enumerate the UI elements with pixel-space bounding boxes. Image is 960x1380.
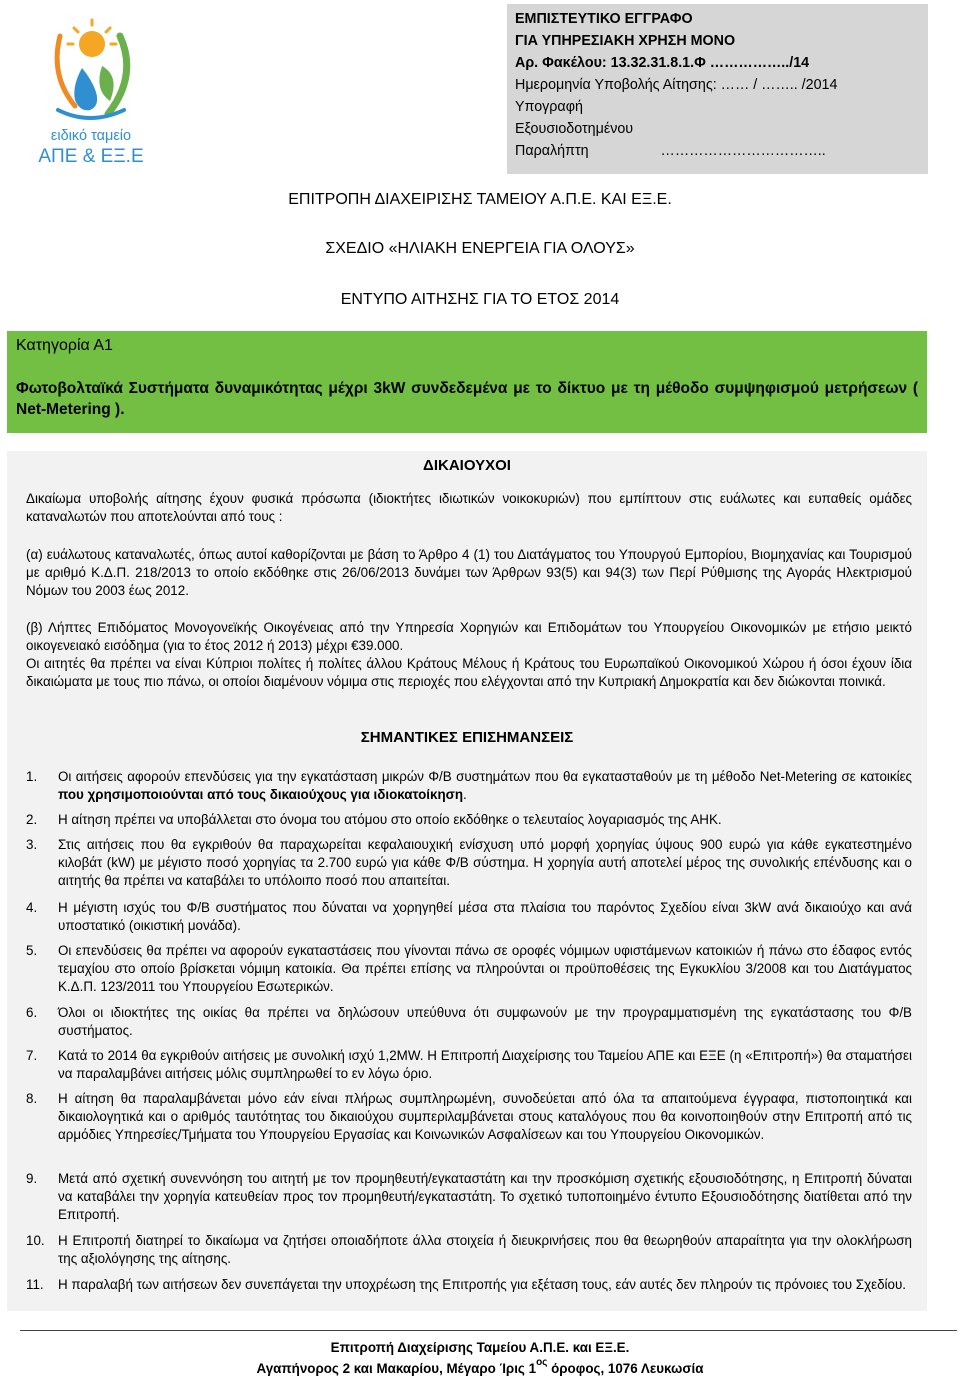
note-text: Η μέγιστη ισχύς του Φ/Β συστήματος που δύναται να χορηγηθεί μέσα στα πλαίσια του παρόντος Σχεδίου είναι 3kW ανά δικαιούχο και ανά υποστατικό (οικιστική μονάδα). <box>58 900 912 933</box>
note-text: Όλοι οι ιδιοκτήτες της οικίας θα πρέπει να δηλώσουν υπεύθυνα ότι συμφωνούν με την προγραμματισμένη της εγκατάστασης του Φ/Β συστήματος. <box>58 1005 912 1038</box>
note-number: 9. <box>26 1171 38 1186</box>
note-text: Η αίτηση πρέπει να υποβάλλεται στο όνομα του ατόμου στο οποίο εκδόθηκε ο τελευταίος λογαριασμός της ΑΗΚ. <box>58 812 722 827</box>
notes-heading: ΣΗΜΑΝΤΙΚΕΣ ΕΠΙΣΗΜΑΝΣΕΙΣ <box>360 729 574 746</box>
category-box <box>7 331 927 433</box>
note-number: 5. <box>26 943 38 958</box>
note-text: Η αίτηση θα παραλαμβάνεται μόνο εάν είναι πλήρως συμπληρωμένη, συνοδεύεται από όλα τα απαιτούμενα έγγραφα, πιστοποιητικά και δικαιολογητικά και ο αριθμός ταυτότητας του δικαιούχου συμπεριλαμβάνεται στους καταλόγους που θα κοινοποιηθούν στην Επιτροπή από τις αρμόδιες Υπηρεσίες/Τμήματα του Υπουργείου Εργασίας και Κοινωνικών Ασφαλίσεων και του Υπουργείου Οικονομικών. <box>58 1091 912 1142</box>
recipient-dots: …………………………….. <box>660 143 826 159</box>
note-text: Η παραλαβή των αιτήσεων δεν συνεπάγεται την υποχρέωση της Επιτροπής για εξέταση τους, εάν αυτές δεν πληρούν τις πρόνοιες του Σχεδίου. <box>58 1277 906 1292</box>
footer-organization: Επιτροπή Διαχείρισης Ταμείου Α.Π.Ε. και ΕΞ.Ε. <box>330 1340 630 1355</box>
beneficiaries-citizenship: Οι αιτητές θα πρέπει να είναι Κύπριοι πολίτες ή πολίτες άλλου Κράτους Μέλους ή Κράτους του Ευρωπαϊκού Οικονομικού Χώρου ή όσοι έχουν ίδια δικαιώματα με τους πιο πάνω, οι οποίοι διαμένουν νόμιμα στις περιοχές που ελέγχονται από την Κυπριακή Δημοκρατία και δεν διώκονται ποινικά. <box>26 656 912 689</box>
confidential-title: ΕΜΠΙΣΤΕΥΤΙΚΟ ΕΓΓΡΑΦΟ <box>515 11 693 27</box>
beneficiaries-point-a: (α) ευάλωτους καταναλωτές, όπως αυτοί καθορίζονται με βάση το Άρθρο 4 (1) του Διατάγματος του Υπουργού Εμπορίου, Βιομηχανίας και Τουρισμού με αριθμό Κ.Δ.Π. 218/2013 το οποίο εκδόθηκε στις 26/06/2013 δυνάμει των Άρθρων 93(5) και 94(3) των Περί Ρύθμισης της Αγοράς Ηλεκτρισμού Νόμων του 2003 έως 2012. <box>26 547 912 598</box>
official-use-box <box>507 4 928 174</box>
note-text: Η Επιτροπή διατηρεί το δικαίωμα να ζητήσει οποιαδήποτε άλλα στοιχεία ή διευκρινήσεις που θα θεωρηθούν απαραίτητα για την ολοκλήρωση της αξιολόγησης της αίτησης. <box>58 1233 912 1266</box>
note-number: 7. <box>26 1048 38 1063</box>
category-label: Κατηγορία Α1 <box>16 337 113 354</box>
note-text: Οι επενδύσεις θα πρέπει να αφορούν εγκαταστάσεις που γίνονται πάνω σε οροφές νόμιμων υφιστάμενων κατοικιών ή πάνω στο έδαφος εντός τεμαχίου στο οποίο βρίσκεται νόμιμη κατοικία. Θα πρέπει επίσης να πληρούνται οι προϋποθέσεις της Εγκυκλίου 3/2008 και του Διατάγματος Κ.Δ.Π. 123/2011 του Υπουργείου Εσωτερικών. <box>58 943 912 994</box>
signature-label: Υπογραφή <box>515 99 583 115</box>
form-title: ΕΝΤΥΠΟ ΑΙΤΗΣΗΣ ΓΙΑ ΤΟ ΕΤΟΣ 2014 <box>340 291 620 308</box>
note-number: 2. <box>26 812 38 827</box>
note-number: 3. <box>26 837 38 852</box>
note-number: 4. <box>26 900 38 915</box>
note-text: Οι αιτήσεις αφορούν επενδύσεις για την εγκατάσταση μικρών Φ/Β συστημάτων που θα εγκατασταθούν με τη μέθοδο Net-Metering σε κατοικίες που χρησιμοποιούνται από τους δικαιούχους για ιδιοκατοίκηση. <box>58 769 912 802</box>
logo-text-fund: ειδικό ταμείο <box>50 128 132 144</box>
committee-title: ΕΠΙΤΡΟΠΗ ΔΙΑΧΕΙΡΙΣΗΣ ΤΑΜΕΙΟΥ Α.Π.Ε. ΚΑΙ ΕΞ.Ε. <box>288 191 672 208</box>
note-number: 6. <box>26 1005 38 1020</box>
recipient-field <box>515 140 920 162</box>
footer-address: Αγαπήνορος 2 και Μακαρίου, Μέγαρο Ίρις $1^{o\varsigma}$ όροφος, 1076 Λευκωσία <box>256 1357 704 1376</box>
note-text: Στις αιτήσεις που θα εγκριθούν θα παραχωρείται κεφαλαιουχική ενίσχυση υπό μορφή χορηγίας ύψους 900 ευρώ για κάθε εγκατεστημένο κιλοβάτ (kW) με μέγιστο ποσό χορηγίας τα 2.700 ευρώ για κάθε Φ/Β σύστημα. Η χορηγία αυτή αποτελεί μέρος της συνολικής επένδυσης και ο αιτητής θα πρέπει να καταβάλει το υπόλοιπο ποσό που απαιτείται. <box>58 837 912 888</box>
footer-divider <box>20 1330 957 1331</box>
file-number-field: Αρ. Φακέλου: 13.32.31.8.1.Φ ……………../14 <box>515 55 810 71</box>
category-description: Φωτοβολταϊκά Συστήματα δυναμικότητας μέχρι 3kW συνδεδεμένα με το δίκτυο με τη μέθοδο συμψηφισμού μετρήσεων ( Net-Metering ). <box>16 380 918 418</box>
note-number: 8. <box>26 1091 38 1106</box>
beneficiaries-point-b: (β) Λήπτες Επιδόματος Μονογονεϊκής Οικογένειας από την Υπηρεσία Χορηγιών και Επιδομάτων του Υπουργείου Οικονομικών με ετήσιο μεικτό οικογενειακό εισόδημα (για το έτος 2012 ή 2013) μέχρι €39.000. <box>26 620 912 653</box>
beneficiaries-heading: ΔΙΚΑΙΟΥΧΟΙ <box>423 457 511 474</box>
authorized-label: Εξουσιοδοτημένου <box>515 121 634 137</box>
official-use-label: ΓΙΑ ΥΠΗΡΕΣΙΑΚΗ ΧΡΗΣΗ ΜΟΝΟ <box>515 33 736 49</box>
note-number: 11. <box>26 1277 44 1292</box>
beneficiaries-intro: Δικαίωμα υποβολής αίτησης έχουν φυσικά πρόσωπα (ιδιοκτήτες ιδιωτικών νοικοκυριών) που εμπίπτουν στις ευάλωτες και ευπαθείς ομάδες καταναλωτών που αποτελούνται από τους : <box>26 491 912 524</box>
note-text: Κατά το 2014 θα εγκριθούν αιτήσεις με συνολική ισχύ 1,2MW. Η Επιτροπή Διαχείρισης του Ταμείου ΑΠΕ και ΕΞΕ (η «Επιτροπή») θα σταματήσει να παραλαμβάνει αιτήσεις μόλις συμπληρωθεί το εν λόγω όριο. <box>58 1048 912 1081</box>
submission-date-field: Ημερομηνία Υποβολής Αίτησης: …… / …….. /2014 <box>515 77 838 93</box>
note-emphasis: που χρησιμοποιούνται από τους δικαιούχους για ιδιοκατοίκηση <box>58 787 464 802</box>
plan-title: ΣΧΕΔΙΟ «ΗΛΙΑΚΗ ΕΝΕΡΓΕΙΑ ΓΙΑ ΟΛΟΥΣ» <box>325 240 635 257</box>
logo-text-res: ΑΠΕ & ΕΞ.Ε <box>38 146 144 167</box>
note-number: 10. <box>26 1233 45 1248</box>
note-number: 1. <box>26 769 38 784</box>
note-text: Μετά από σχετική συνεννόηση του αιτητή με τον προμηθευτή/εγκαταστάτη και την προσκόμιση σχετικής εξουσιοδότησης, η Επιτροπή δύναται να καταβάλει την χορηγία κατευθείαν προς τον προμηθευτή/εγκαταστάτη. Το σχετικό τυποποιημένο έντυπο Εξουσιοδότησης διατίθεται από την Επιτροπή. <box>58 1171 912 1222</box>
recipient-label: Παραλήπτη <box>515 143 589 159</box>
